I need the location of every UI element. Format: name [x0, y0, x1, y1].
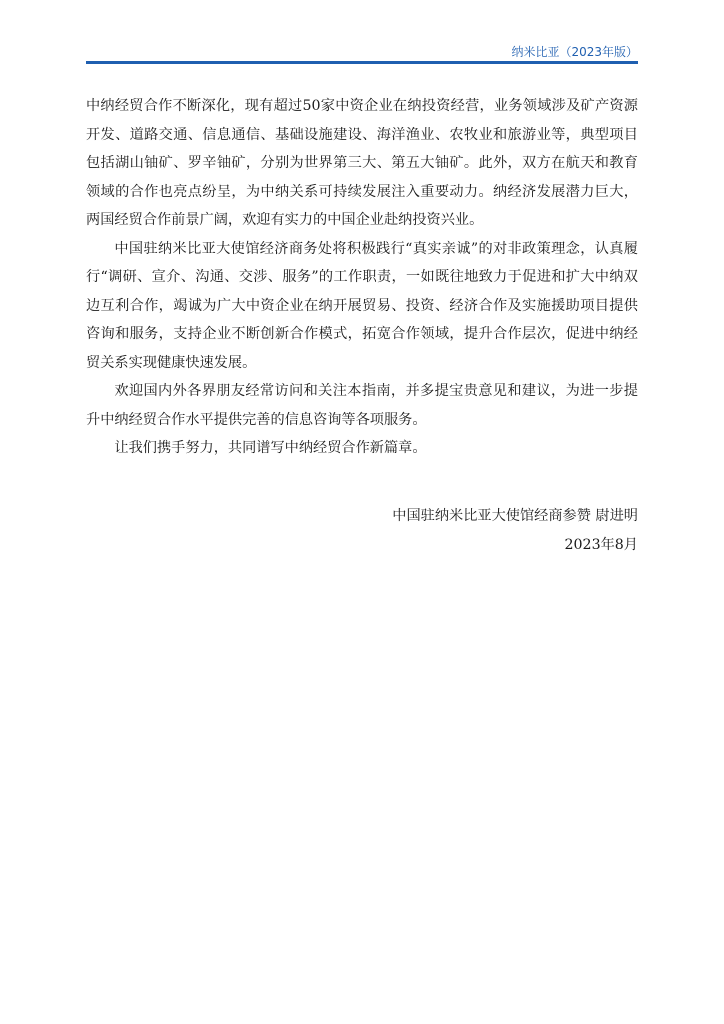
paragraph-4: 让我们携手努力，共同谱写中纳经贸合作新篇章。 [114, 440, 427, 456]
paragraph-3: 欢迎国内外各界朋友经常访问和关注本指南，并多提宝贵意见和建议，为进一步提升中纳经贸合作水平提供完善的信息咨询等各项服务。 [86, 383, 638, 428]
running-header-title: 纳米比亚（2023年版） [511, 45, 638, 59]
signature-author: 中国驻纳米比亚大使馆经商参赞 尉进明 [392, 508, 638, 524]
paragraph-1: 中纳经贸合作不断深化，现有超过50家中资企业在纳投资经营，业务领域涉及矿产资源开发、道路交通、信息通信、基础设施建设、海洋渔业、农牧业和旅游业等，典型项目包括湖山铀矿、罗辛铀矿，分别为世界第三大、第五大铀矿。此外，双方在航天和教育领域的合作也亮点纷呈，为中纳关系可持续发展注入重要动力。纳经济发展潜力巨大，两国经贸合作前景广阔，欢迎有实力的中国企业赴纳投资兴业。 [86, 98, 638, 228]
paragraph-2: 中国驻纳米比亚大使馆经济商务处将积极践行“真实亲诚”的对非政策理念，认真履行“调研、宣介、沟通、交涉、服务”的工作职责，一如既往地致力于促进和扩大中纳双边互利合作，竭诚为广大中资企业在纳开展贸易、投资、经济合作及实施援助项目提供咨询和服务，支持企业不断创新合作模式，拓宽合作领域，提升合作层次，促进中纳经贸关系实现健康快速发展。 [86, 240, 638, 371]
signature-block [392, 502, 638, 559]
document-body [86, 92, 638, 463]
signature-date: 2023年8月 [564, 536, 638, 553]
header-divider [86, 61, 638, 64]
